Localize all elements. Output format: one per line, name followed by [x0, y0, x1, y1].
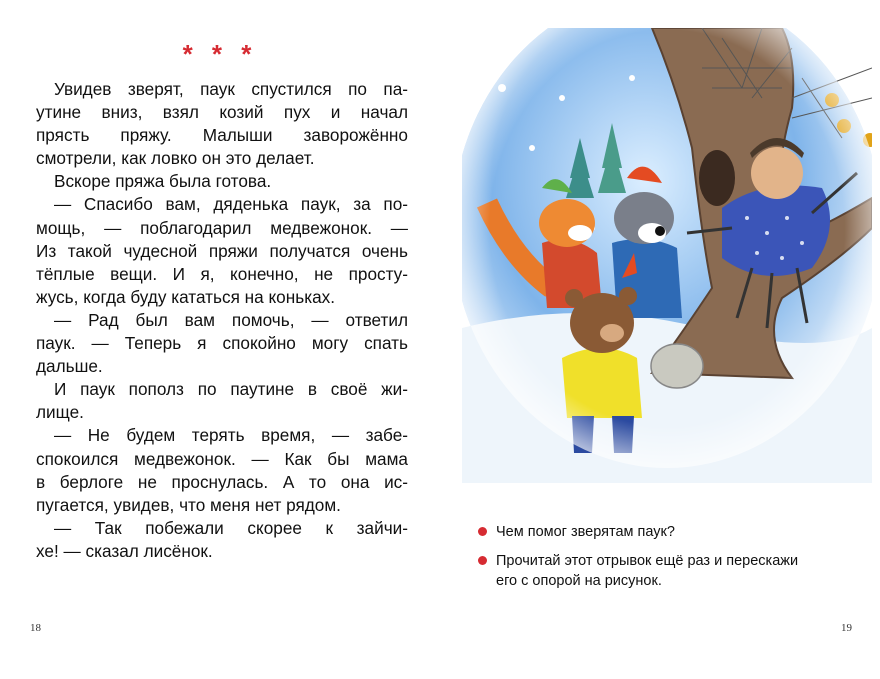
question-text: Чем помог зверятам паук?	[496, 524, 675, 540]
question-list	[476, 522, 876, 600]
story-line: паук. — Теперь я спокойно могу спать	[36, 333, 408, 354]
story-line: — Рад был вам помочь, — ответил	[54, 309, 408, 330]
story-line: Из такой чудесной пряжи получатся очень	[36, 240, 408, 261]
story-line: тёплые вещи. И я, конечно, не просту-	[36, 263, 408, 284]
story-line: утине вниз, взял козий пух и начал	[36, 102, 408, 123]
story-line: лище.	[36, 402, 84, 423]
story-line: Вскоре пряжа была готова.	[54, 171, 272, 192]
illustration-svg	[462, 28, 872, 483]
story-line: прясть пряжу. Малыши заворожённо	[36, 125, 408, 146]
bullet-dot-icon	[478, 527, 487, 536]
story-illustration	[462, 28, 872, 483]
story-line: жусь, когда буду кататься на коньках.	[36, 286, 336, 307]
question-text: его с опорой на рисунок.	[496, 573, 662, 589]
story-line: Увидев зверят, паук спустился по па-	[54, 79, 408, 99]
right-page	[440, 0, 880, 679]
story-line: спокоился медвежонок. — Как бы мама	[36, 448, 408, 469]
question-item	[476, 551, 876, 591]
story-line: мощь, — поблагодарил медвежонок. —	[36, 217, 408, 238]
question-text: Прочитай этот отрывок ещё раз и перескажи	[496, 553, 799, 569]
story-line: хе! — сказал лисёнок.	[36, 540, 213, 561]
page-number-right: 19	[841, 622, 852, 634]
story-line: в берлоге не проснулась. А то она ис-	[36, 471, 408, 492]
story-line: пугается, увидев, что меня нет рядом.	[36, 494, 341, 515]
bullet-dot-icon	[478, 556, 487, 565]
story-line: — Так побежали скорее к зайчи-	[54, 517, 408, 538]
story-line: смотрели, как ловко он это делает.	[36, 148, 315, 169]
story-line: — Не будем терять время, — забе-	[54, 425, 408, 446]
page-number-left: 18	[30, 622, 41, 634]
vignette	[462, 28, 872, 468]
story-text	[36, 78, 408, 563]
question-item	[476, 522, 876, 542]
story-line: дальше.	[36, 356, 103, 377]
story-line: И паук пополз по паутине в своё жи-	[54, 379, 408, 400]
story-line: — Спасибо вам, дяденька паук, за по-	[54, 194, 408, 215]
section-stars: * * *	[182, 39, 258, 69]
